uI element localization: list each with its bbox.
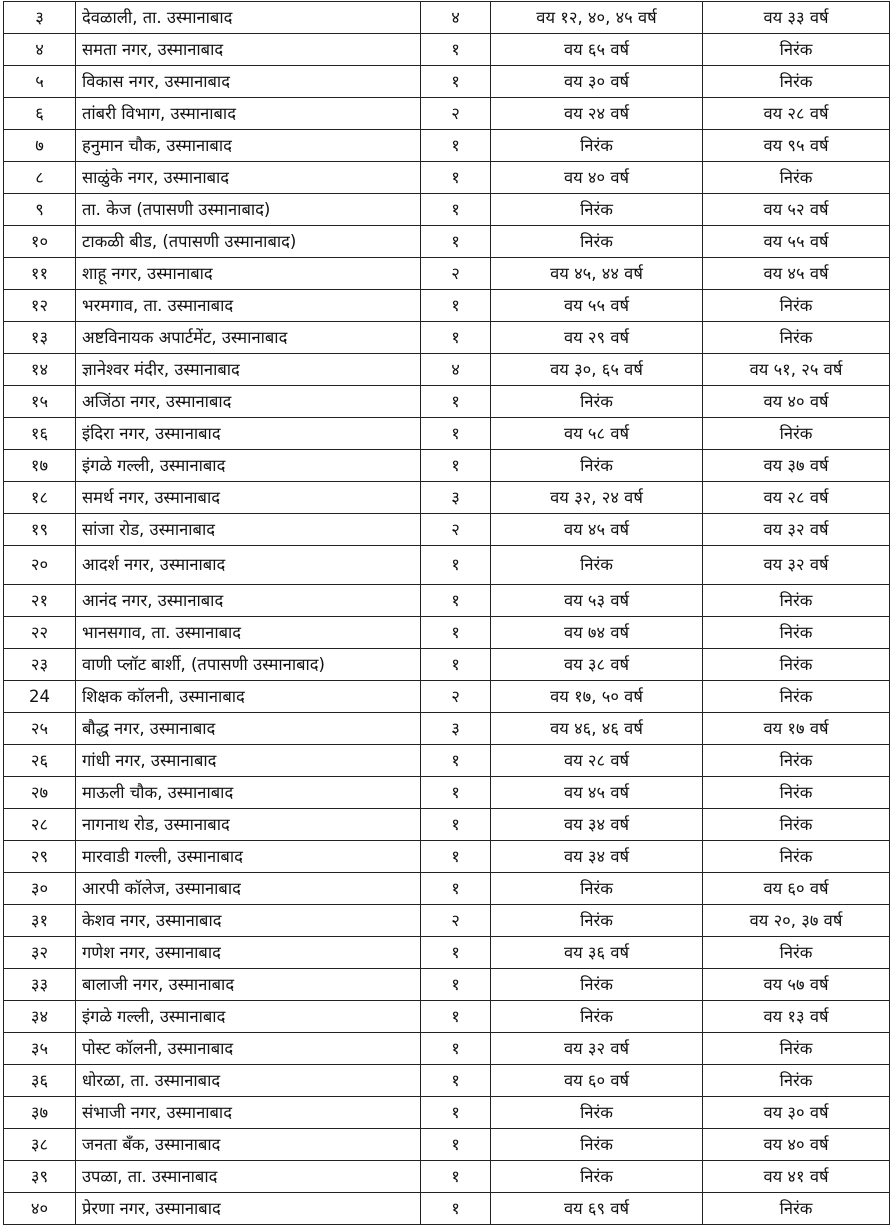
- age-column-4-cell: वय ४६, ४६ वर्ष: [491, 713, 703, 745]
- count-cell: १: [421, 777, 491, 809]
- age-column-5-cell: निरंक: [703, 809, 890, 841]
- table-row: [4, 34, 890, 66]
- age-column-5-cell: वय १३ वर्ष: [703, 1001, 890, 1033]
- age-column-4-cell: वय ३८ वर्ष: [491, 649, 703, 681]
- age-column-5-cell: निरंक: [703, 1065, 890, 1097]
- age-column-5-cell: वय ५२ वर्ष: [703, 194, 890, 226]
- serial-number-cell: ३०: [4, 873, 76, 905]
- age-column-4-cell: निरंक: [491, 1001, 703, 1033]
- age-column-4-cell: वय ३४ वर्ष: [491, 841, 703, 873]
- location-cell: आरपी कॉलेज, उस्मानाबाद: [76, 873, 421, 905]
- serial-number-cell: ११: [4, 258, 76, 290]
- table-row: [4, 1097, 890, 1129]
- location-cell: केशव नगर, उस्मानाबाद: [76, 905, 421, 937]
- age-column-4-cell: वय ३४ वर्ष: [491, 809, 703, 841]
- age-column-5-cell: निरंक: [703, 322, 890, 354]
- serial-number-cell: १२: [4, 290, 76, 322]
- age-column-5-cell: निरंक: [703, 617, 890, 649]
- table-row: [4, 226, 890, 258]
- serial-number-cell: ३८: [4, 1129, 76, 1161]
- age-column-4-cell: निरंक: [491, 386, 703, 418]
- location-cell: धोरळा, ता. उस्मानाबाद: [76, 1065, 421, 1097]
- location-cell: आदर्श नगर, उस्मानाबाद: [76, 546, 421, 585]
- age-column-5-cell: निरंक: [703, 585, 890, 617]
- location-cell: पोस्ट कॉलनी, उस्मानाबाद: [76, 1033, 421, 1065]
- age-column-5-cell: निरंक: [703, 1033, 890, 1065]
- age-column-5-cell: निरंक: [703, 681, 890, 713]
- age-column-5-cell: निरंक: [703, 290, 890, 322]
- location-cell: संभाजी नगर, उस्मानाबाद: [76, 1097, 421, 1129]
- location-cell: शिक्षक कॉलनी, उस्मानाबाद: [76, 681, 421, 713]
- age-column-4-cell: वय २९ वर्ष: [491, 322, 703, 354]
- count-cell: २: [421, 258, 491, 290]
- serial-number-cell: ३६: [4, 1065, 76, 1097]
- age-column-4-cell: वय ४५ वर्ष: [491, 777, 703, 809]
- location-cell: टाकळी बीड, (तपासणी उस्मानाबाद): [76, 226, 421, 258]
- count-cell: १: [421, 34, 491, 66]
- age-column-5-cell: वय ४५ वर्ष: [703, 258, 890, 290]
- count-cell: २: [421, 681, 491, 713]
- serial-number-cell: १७: [4, 450, 76, 482]
- count-cell: २: [421, 905, 491, 937]
- count-cell: १: [421, 649, 491, 681]
- age-column-4-cell: निरंक: [491, 130, 703, 162]
- age-column-5-cell: वय २८ वर्ष: [703, 482, 890, 514]
- location-cell: गांधी नगर, उस्मानाबाद: [76, 745, 421, 777]
- serial-number-cell: २०: [4, 546, 76, 585]
- table-row: [4, 1129, 890, 1161]
- table-row: [4, 1193, 890, 1225]
- count-cell: १: [421, 1129, 491, 1161]
- serial-number-cell: ३१: [4, 905, 76, 937]
- age-column-5-cell: वय ९५ वर्ष: [703, 130, 890, 162]
- location-cell: वाणी प्लॉट बार्शी, (तपासणी उस्मानाबाद): [76, 649, 421, 681]
- table-row: [4, 1001, 890, 1033]
- serial-number-cell: ४: [4, 34, 76, 66]
- serial-number-cell: १६: [4, 418, 76, 450]
- location-cell: बौद्ध नगर, उस्मानाबाद: [76, 713, 421, 745]
- table-row: [4, 290, 890, 322]
- serial-number-cell: ६: [4, 98, 76, 130]
- location-cell: ता. केज (तपासणी उस्मानाबाद): [76, 194, 421, 226]
- serial-number-cell: १८: [4, 482, 76, 514]
- table-row: [4, 937, 890, 969]
- location-cell: तांबरी विभाग, उस्मानाबाद: [76, 98, 421, 130]
- location-cell: नागनाथ रोड, उस्मानाबाद: [76, 809, 421, 841]
- count-cell: १: [421, 937, 491, 969]
- age-column-4-cell: वय ३६ वर्ष: [491, 937, 703, 969]
- table-row: [4, 809, 890, 841]
- serial-number-cell: ३: [4, 2, 76, 34]
- serial-number-cell: २१: [4, 585, 76, 617]
- age-column-4-cell: वय ३० वर्ष: [491, 66, 703, 98]
- count-cell: १: [421, 546, 491, 585]
- table-row: [4, 617, 890, 649]
- table-row: [4, 514, 890, 546]
- count-cell: १: [421, 873, 491, 905]
- location-cell: इंगळे गल्ली, उस्मानाबाद: [76, 450, 421, 482]
- location-cell: उपळा, ता. उस्मानाबाद: [76, 1161, 421, 1193]
- table-row: [4, 98, 890, 130]
- serial-number-cell: २३: [4, 649, 76, 681]
- location-cell: समता नगर, उस्मानाबाद: [76, 34, 421, 66]
- serial-number-cell: १०: [4, 226, 76, 258]
- count-cell: ४: [421, 2, 491, 34]
- location-cell: भानसगाव, ता. उस्मानाबाद: [76, 617, 421, 649]
- age-column-4-cell: वय ६५ वर्ष: [491, 34, 703, 66]
- count-cell: १: [421, 1001, 491, 1033]
- serial-number-cell: ३४: [4, 1001, 76, 1033]
- location-cell: अजिंठा नगर, उस्मानाबाद: [76, 386, 421, 418]
- count-cell: १: [421, 290, 491, 322]
- table-row: [4, 130, 890, 162]
- serial-number-cell: ९: [4, 194, 76, 226]
- table-row: [4, 1065, 890, 1097]
- serial-number-cell: ३३: [4, 969, 76, 1001]
- table-row: [4, 841, 890, 873]
- count-cell: १: [421, 418, 491, 450]
- age-column-4-cell: वय ५८ वर्ष: [491, 418, 703, 450]
- table-row: [4, 322, 890, 354]
- serial-number-cell: १९: [4, 514, 76, 546]
- age-column-4-cell: वय २८ वर्ष: [491, 745, 703, 777]
- table-row: [4, 162, 890, 194]
- table-row: [4, 2, 890, 34]
- count-cell: १: [421, 969, 491, 1001]
- age-column-5-cell: वय ५१, २५ वर्ष: [703, 354, 890, 386]
- count-cell: १: [421, 450, 491, 482]
- location-cell: प्रेरणा नगर, उस्मानाबाद: [76, 1193, 421, 1225]
- serial-number-cell: २६: [4, 745, 76, 777]
- age-column-4-cell: वय ४५ वर्ष: [491, 514, 703, 546]
- age-column-4-cell: वय ३०, ६५ वर्ष: [491, 354, 703, 386]
- serial-number-cell: ३९: [4, 1161, 76, 1193]
- age-column-5-cell: वय ४० वर्ष: [703, 1129, 890, 1161]
- serial-number-cell: १४: [4, 354, 76, 386]
- table-row: [4, 585, 890, 617]
- table-row: [4, 482, 890, 514]
- age-column-5-cell: वय ३२ वर्ष: [703, 546, 890, 585]
- age-column-5-cell: निरंक: [703, 841, 890, 873]
- count-cell: १: [421, 386, 491, 418]
- age-column-4-cell: निरंक: [491, 194, 703, 226]
- serial-number-cell: 24: [4, 681, 76, 713]
- location-cell: जनता बँक, उस्मानाबाद: [76, 1129, 421, 1161]
- count-cell: १: [421, 809, 491, 841]
- age-column-4-cell: निरंक: [491, 905, 703, 937]
- age-column-5-cell: वय ३३ वर्ष: [703, 2, 890, 34]
- table-body: [4, 2, 890, 1225]
- serial-number-cell: १३: [4, 322, 76, 354]
- age-column-5-cell: वय ३० वर्ष: [703, 1097, 890, 1129]
- age-column-4-cell: वय ७४ वर्ष: [491, 617, 703, 649]
- age-column-4-cell: निरंक: [491, 546, 703, 585]
- location-cell: इंदिरा नगर, उस्मानाबाद: [76, 418, 421, 450]
- table-row: [4, 873, 890, 905]
- table-row: [4, 649, 890, 681]
- age-column-4-cell: निरंक: [491, 450, 703, 482]
- location-cell: अष्टविनायक अपार्टमेंट, उस्मानाबाद: [76, 322, 421, 354]
- table-row: [4, 777, 890, 809]
- serial-number-cell: ७: [4, 130, 76, 162]
- age-column-5-cell: निरंक: [703, 649, 890, 681]
- count-cell: २: [421, 98, 491, 130]
- count-cell: १: [421, 322, 491, 354]
- serial-number-cell: ३५: [4, 1033, 76, 1065]
- age-column-5-cell: निरंक: [703, 34, 890, 66]
- table-row: [4, 1033, 890, 1065]
- count-cell: १: [421, 1097, 491, 1129]
- serial-number-cell: ३७: [4, 1097, 76, 1129]
- count-cell: १: [421, 1193, 491, 1225]
- count-cell: १: [421, 617, 491, 649]
- age-column-4-cell: निरंक: [491, 226, 703, 258]
- location-cell: इंगळे गल्ली, उस्मानाबाद: [76, 1001, 421, 1033]
- age-column-5-cell: वय ३२ वर्ष: [703, 514, 890, 546]
- table-row: [4, 681, 890, 713]
- location-cell: माऊली चौक, उस्मानाबाद: [76, 777, 421, 809]
- age-column-5-cell: वय ५७ वर्ष: [703, 969, 890, 1001]
- serial-number-cell: ५: [4, 66, 76, 98]
- table-row: [4, 905, 890, 937]
- age-column-5-cell: वय ६० वर्ष: [703, 873, 890, 905]
- age-column-5-cell: निरंक: [703, 66, 890, 98]
- serial-number-cell: २९: [4, 841, 76, 873]
- serial-number-cell: २७: [4, 777, 76, 809]
- location-cell: गणेश नगर, उस्मानाबाद: [76, 937, 421, 969]
- age-column-4-cell: निरंक: [491, 1097, 703, 1129]
- count-cell: ३: [421, 482, 491, 514]
- count-cell: १: [421, 585, 491, 617]
- age-column-5-cell: वय ३७ वर्ष: [703, 450, 890, 482]
- age-column-5-cell: निरंक: [703, 937, 890, 969]
- age-column-4-cell: निरंक: [491, 1129, 703, 1161]
- table-row: [4, 1161, 890, 1193]
- age-column-4-cell: वय ५५ वर्ष: [491, 290, 703, 322]
- count-cell: १: [421, 66, 491, 98]
- age-column-4-cell: वय ३२ वर्ष: [491, 1033, 703, 1065]
- age-column-4-cell: वय १२, ४०, ४५ वर्ष: [491, 2, 703, 34]
- location-cell: बालाजी नगर, उस्मानाबाद: [76, 969, 421, 1001]
- serial-number-cell: २२: [4, 617, 76, 649]
- count-cell: १: [421, 841, 491, 873]
- location-cell: देवळाली, ता. उस्मानाबाद: [76, 2, 421, 34]
- age-column-5-cell: निरंक: [703, 418, 890, 450]
- count-cell: २: [421, 514, 491, 546]
- count-cell: ३: [421, 713, 491, 745]
- location-cell: मारवाडी गल्ली, उस्मानाबाद: [76, 841, 421, 873]
- table-row: [4, 969, 890, 1001]
- count-cell: १: [421, 162, 491, 194]
- table-row: [4, 546, 890, 585]
- serial-number-cell: ३२: [4, 937, 76, 969]
- serial-number-cell: ८: [4, 162, 76, 194]
- count-cell: १: [421, 194, 491, 226]
- age-column-5-cell: वय ५५ वर्ष: [703, 226, 890, 258]
- age-column-5-cell: निरंक: [703, 162, 890, 194]
- age-column-4-cell: वय ४५, ४४ वर्ष: [491, 258, 703, 290]
- age-column-4-cell: निरंक: [491, 1161, 703, 1193]
- serial-number-cell: २५: [4, 713, 76, 745]
- location-cell: हनुमान चौक, उस्मानाबाद: [76, 130, 421, 162]
- age-column-5-cell: वय ४१ वर्ष: [703, 1161, 890, 1193]
- cases-table: [3, 1, 890, 1225]
- age-column-4-cell: निरंक: [491, 969, 703, 1001]
- count-cell: १: [421, 745, 491, 777]
- table-row: [4, 354, 890, 386]
- age-column-5-cell: वय २०, ३७ वर्ष: [703, 905, 890, 937]
- table-row: [4, 418, 890, 450]
- table-row: [4, 194, 890, 226]
- table-row: [4, 450, 890, 482]
- location-cell: शाहू नगर, उस्मानाबाद: [76, 258, 421, 290]
- table-row: [4, 66, 890, 98]
- serial-number-cell: १५: [4, 386, 76, 418]
- age-column-4-cell: वय १७, ५० वर्ष: [491, 681, 703, 713]
- table-row: [4, 386, 890, 418]
- age-column-5-cell: वय ४० वर्ष: [703, 386, 890, 418]
- count-cell: १: [421, 226, 491, 258]
- age-column-5-cell: वय २८ वर्ष: [703, 98, 890, 130]
- age-column-4-cell: निरंक: [491, 873, 703, 905]
- table-row: [4, 713, 890, 745]
- location-cell: समर्थ नगर, उस्मानाबाद: [76, 482, 421, 514]
- location-cell: साळुंके नगर, उस्मानाबाद: [76, 162, 421, 194]
- count-cell: १: [421, 1033, 491, 1065]
- age-column-4-cell: वय ५३ वर्ष: [491, 585, 703, 617]
- age-column-5-cell: निरंक: [703, 777, 890, 809]
- location-cell: आनंद नगर, उस्मानाबाद: [76, 585, 421, 617]
- count-cell: १: [421, 1065, 491, 1097]
- location-cell: ज्ञानेश्वर मंदीर, उस्मानाबाद: [76, 354, 421, 386]
- table-row: [4, 745, 890, 777]
- count-cell: १: [421, 130, 491, 162]
- age-column-5-cell: निरंक: [703, 745, 890, 777]
- location-cell: भरमगाव, ता. उस्मानाबाद: [76, 290, 421, 322]
- age-column-4-cell: वय ६० वर्ष: [491, 1065, 703, 1097]
- age-column-4-cell: वय ४० वर्ष: [491, 162, 703, 194]
- age-column-5-cell: निरंक: [703, 1193, 890, 1225]
- age-column-4-cell: वय ६९ वर्ष: [491, 1193, 703, 1225]
- age-column-5-cell: वय १७ वर्ष: [703, 713, 890, 745]
- count-cell: १: [421, 1161, 491, 1193]
- location-cell: सांजा रोड, उस्मानाबाद: [76, 514, 421, 546]
- table-row: [4, 258, 890, 290]
- age-column-4-cell: वय २४ वर्ष: [491, 98, 703, 130]
- location-cell: विकास नगर, उस्मानाबाद: [76, 66, 421, 98]
- age-column-4-cell: वय ३२, २४ वर्ष: [491, 482, 703, 514]
- serial-number-cell: ४०: [4, 1193, 76, 1225]
- serial-number-cell: २८: [4, 809, 76, 841]
- count-cell: ४: [421, 354, 491, 386]
